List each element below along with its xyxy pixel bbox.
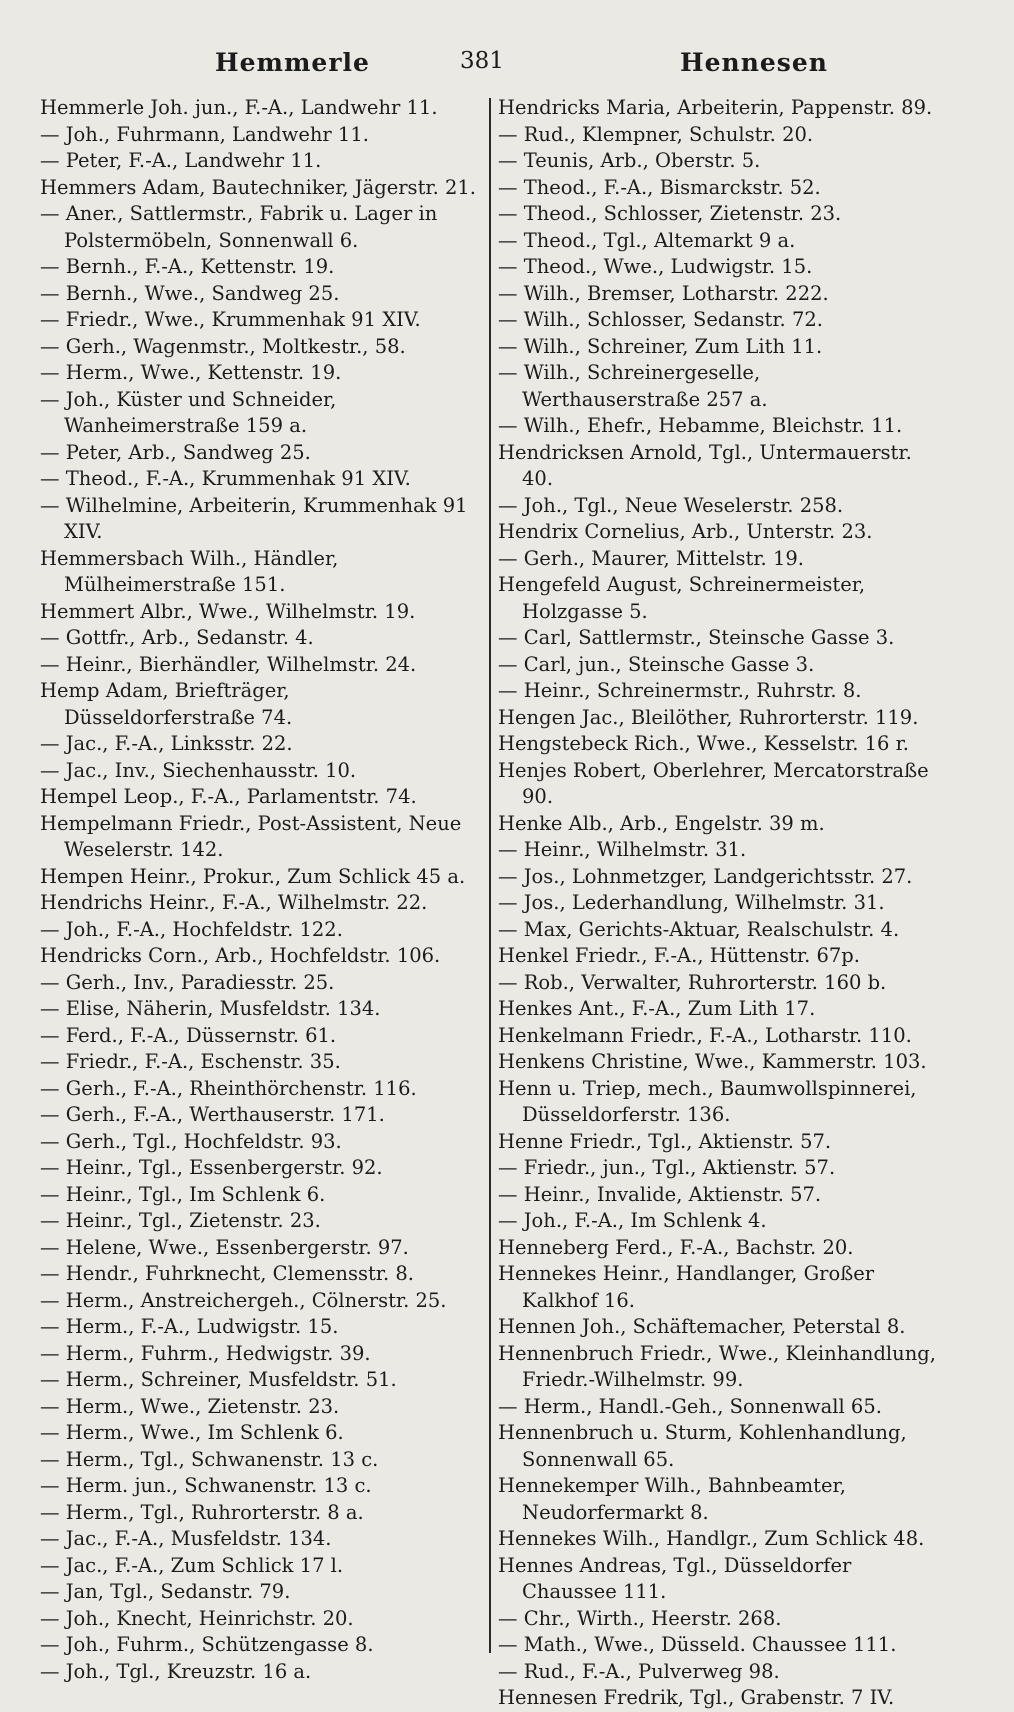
directory-entry: Hennenbruch u. Sturm, Kohlenhandlung, Sonnenwall 65. [498, 1421, 907, 1471]
directory-entry: — Chr., Wirth., Heerstr. 268. [498, 1606, 782, 1630]
directory-entry: — Joh., F.-A., Im Schlenk 4. [498, 1209, 767, 1232]
directory-entry: Henjes Robert, Oberlehrer, Mercatorstraße 90. [498, 758, 929, 808]
directory-entry: Hemp Adam, Briefträger, Düsseldorferstraße 74. [40, 679, 293, 729]
directory-entry: — Heinr., Schreinermstr., Ruhrstr. 8. [498, 679, 862, 702]
directory-entry: Hendrix Cornelius, Arb., Unterstr. 23. [498, 520, 873, 543]
directory-entry: — Wilh., Ehefr., Hebamme, Bleichstr. 11. [498, 414, 903, 437]
directory-entry: — Gerh., F.-A., Rheinthörchenstr. 116. [40, 1076, 417, 1100]
directory-entry: — Bernh., F.-A., Kettenstr. 19. [40, 255, 335, 278]
directory-entry: — Theod., Wwe., Ludwigstr. 15. [498, 255, 813, 278]
page-header [40, 40, 974, 90]
directory-entry: — Math., Wwe., Düsseld. Chaussee 111. [498, 1633, 897, 1656]
directory-entry: Henkens Christine, Wwe., Kammerstr. 103. [498, 1050, 927, 1073]
directory-entry: — Teunis, Arb., Oberstr. 5. [498, 149, 761, 172]
directory-entry: — Jac., Inv., Siechenhausstr. 10. [40, 758, 357, 782]
directory-entry: — Herm. jun., Schwanenstr. 13 c. [40, 1474, 372, 1497]
directory-entry: Henne Friedr., Tgl., Aktienstr. 57. [498, 1129, 832, 1153]
directory-entry: — Joh., Knecht, Heinrichstr. 20. [40, 1606, 354, 1630]
directory-entry: — Joh., F.-A., Hochfeldstr. 122. [40, 917, 343, 941]
directory-entry: — Herm., Handl.-Geh., Sonnenwall 65. [498, 1394, 882, 1418]
directory-entry: Hengstebeck Rich., Wwe., Kesselstr. 16 r. [498, 732, 909, 755]
directory-entry: Hemmersbach Wilh., Händler, Mülheimerstraße 151. [40, 546, 339, 596]
directory-entry: — Heinr., Bierhändler, Wilhelmstr. 24. [40, 652, 417, 676]
directory-entry: — Gerh., Tgl., Hochfeldstr. 93. [40, 1129, 342, 1153]
directory-entry: — Jan, Tgl., Sedanstr. 79. [40, 1580, 291, 1603]
directory-entry: — Rob., Verwalter, Ruhrorterstr. 160 b. [498, 970, 887, 994]
directory-entry: — Joh., Tgl., Neue Weselerstr. 258. [498, 493, 844, 517]
directory-entry: — Elise, Näherin, Musfeldstr. 134. [40, 997, 381, 1020]
columns [40, 95, 974, 1709]
header-left-title: Hemmerle [215, 48, 370, 77]
directory-entry: — Joh., Fuhrm., Schützengasse 8. [40, 1633, 374, 1656]
directory-entry: — Peter, Arb., Sandweg 25. [40, 440, 311, 464]
directory-entry: — Wilh., Schlosser, Sedanstr. 72. [498, 308, 823, 331]
left-column [40, 95, 482, 1685]
directory-entry: — Wilh., Schreiner, Zum Lith 11. [498, 334, 823, 358]
directory-entry: — Theod., Schlosser, Zietenstr. 23. [498, 202, 842, 225]
directory-entry: Hengen Jac., Bleilöther, Ruhrorterstr. 119. [498, 705, 919, 729]
directory-entry: — Jos., Lederhandlung, Wilhelmstr. 31. [498, 891, 885, 914]
directory-entry: Henkes Ant., F.-A., Zum Lith 17. [498, 997, 816, 1020]
directory-entry: — Theod., F.-A., Krummenhak 91 XIV. [40, 467, 411, 490]
directory-entry: Hennes Andreas, Tgl., Düsseldorfer Chaussee 111. [498, 1553, 852, 1603]
directory-entry: — Wilhelmine, Arbeiterin, Krummenhak 91 XIV. [40, 493, 468, 543]
directory-entry: Hennesen Fredrik, Tgl., Grabenstr. 7 IV. [498, 1686, 895, 1709]
directory-entry: Hendrichs Heinr., F.-A., Wilhelmstr. 22. [40, 891, 428, 914]
directory-entry: — Aner., Sattlermstr., Fabrik u. Lager in Polstermöbeln, Sonnenwall 6. [40, 202, 438, 252]
directory-entry: Henkel Friedr., F.-A., Hüttenstr. 67p. [498, 944, 860, 967]
directory-entry: Hempelmann Friedr., Post-Assistent, Neue Weselerstr. 142. [40, 811, 462, 861]
directory-entry: — Herm., F.-A., Ludwigstr. 15. [40, 1315, 339, 1338]
directory-entry: — Ferd., F.-A., Düssernstr. 61. [40, 1023, 337, 1047]
directory-entry: — Bernh., Wwe., Sandweg 25. [40, 281, 340, 305]
directory-entry: Hennekes Wilh., Handlgr., Zum Schlick 48. [498, 1527, 925, 1550]
directory-entry: — Gottfr., Arb., Sedanstr. 4. [40, 626, 314, 649]
directory-entry: — Rud., Klempner, Schulstr. 20. [498, 122, 814, 146]
directory-entry: — Joh., Tgl., Kreuzstr. 16 a. [40, 1659, 312, 1683]
directory-entry: Henneberg Ferd., F.-A., Bachstr. 20. [498, 1235, 854, 1259]
directory-entry: Hendricksen Arnold, Tgl., Untermauerstr. 40. [498, 440, 912, 490]
directory-entry: — Herm., Tgl., Schwanenstr. 13 c. [40, 1447, 379, 1471]
directory-entry: — Jac., F.-A., Musfeldstr. 134. [40, 1527, 332, 1550]
directory-entry: — Herm., Wwe., Im Schlenk 6. [40, 1421, 344, 1444]
directory-entry: — Heinr., Tgl., Essenbergerstr. 92. [40, 1156, 383, 1179]
directory-entry: Hennekes Heinr., Handlanger, Großer Kalkhof 16. [498, 1262, 875, 1312]
directory-entry: Hendricks Corn., Arb., Hochfeldstr. 106. [40, 944, 441, 967]
directory-entry: — Jac., F.-A., Linksstr. 22. [40, 732, 293, 755]
directory-entry: — Friedr., Wwe., Krummenhak 91 XIV. [40, 308, 421, 331]
directory-entry: Hengefeld August, Schreinermeister, Holzgasse 5. [498, 573, 866, 623]
directory-entry: — Helene, Wwe., Essenbergerstr. 97. [40, 1235, 409, 1259]
directory-entry: Henn u. Triep, mech., Baumwollspinnerei, Düsseldorferstr. 136. [498, 1076, 917, 1126]
directory-entry: — Carl, Sattlermstr., Steinsche Gasse 3. [498, 626, 895, 649]
directory-entry: — Herm., Wwe., Kettenstr. 19. [40, 361, 342, 384]
directory-entry: — Friedr., jun., Tgl., Aktienstr. 57. [498, 1156, 836, 1179]
directory-entry: Hemmerle Joh. jun., F.-A., Landwehr 11. [40, 96, 438, 119]
column-divider [489, 98, 491, 1653]
directory-entry: — Herm., Fuhrm., Hedwigstr. 39. [40, 1341, 371, 1365]
directory-entry: — Herm., Anstreichergeh., Cölnerstr. 25. [40, 1288, 447, 1312]
directory-entry: — Hendr., Fuhrknecht, Clemensstr. 8. [40, 1262, 414, 1285]
directory-entry: Henkelmann Friedr., F.-A., Lotharstr. 110. [498, 1023, 912, 1047]
directory-entry: Hemmers Adam, Bautechniker, Jägerstr. 21. [40, 175, 476, 199]
directory-entry: Hennen Joh., Schäftemacher, Peterstal 8. [498, 1315, 906, 1338]
directory-entry: — Wilh., Schreinergeselle, Werthauserstraße 257 a. [498, 361, 768, 411]
directory-entry: — Heinr., Tgl., Zietenstr. 23. [40, 1209, 321, 1232]
directory-entry: — Theod., Tgl., Altemarkt 9 a. [498, 228, 796, 252]
directory-entry: — Max, Gerichts-Aktuar, Realschulstr. 4. [498, 917, 900, 941]
directory-entry: — Heinr., Tgl., Im Schlenk 6. [40, 1182, 326, 1206]
directory-entry: Hempel Leop., F.-A., Parlamentstr. 74. [40, 785, 417, 808]
directory-entry: — Jos., Lohnmetzger, Landgerichtsstr. 27. [498, 864, 913, 888]
directory-entry: — Peter, F.-A., Landwehr 11. [40, 149, 322, 172]
directory-entry: — Carl, jun., Steinsche Gasse 3. [498, 652, 815, 676]
directory-entry: Hempen Heinr., Prokur., Zum Schlick 45 a. [40, 864, 466, 888]
directory-entry: — Gerh., Maurer, Mittelstr. 19. [498, 546, 804, 570]
header-right-title: Hennesen [680, 48, 828, 77]
directory-entry: — Joh., Küster und Schneider, Wanheimerstraße 159 a. [40, 387, 337, 437]
directory-entry: Hennekemper Wilh., Bahnbeamter, Neudorfermarkt 8. [498, 1474, 846, 1524]
directory-entry: — Heinr., Invalide, Aktienstr. 57. [498, 1182, 822, 1206]
directory-entry: — Rud., F.-A., Pulverweg 98. [498, 1659, 780, 1683]
directory-entry: Hendricks Maria, Arbeiterin, Pappenstr. 89. [498, 96, 933, 119]
directory-entry: Hennenbruch Friedr., Wwe., Kleinhandlung, Friedr.-Wilhelmstr. 99. [498, 1341, 936, 1391]
right-column [498, 95, 943, 1712]
directory-entry: — Jac., F.-A., Zum Schlick 17 l. [40, 1553, 344, 1577]
directory-entry: — Joh., Fuhrmann, Landwehr 11. [40, 122, 369, 146]
directory-entry: — Heinr., Wilhelmstr. 31. [498, 838, 747, 861]
directory-entry: — Gerh., F.-A., Werthauserstr. 171. [40, 1103, 385, 1126]
directory-entry: — Herm., Tgl., Ruhrorterstr. 8 a. [40, 1500, 364, 1524]
directory-entry: Henke Alb., Arb., Engelstr. 39 m. [498, 811, 825, 835]
directory-entry: — Gerh., Inv., Paradiesstr. 25. [40, 970, 335, 994]
directory-entry: — Herm., Schreiner, Musfeldstr. 51. [40, 1368, 397, 1391]
directory-entry: — Wilh., Bremser, Lotharstr. 222. [498, 281, 829, 305]
directory-entry: — Herm., Wwe., Zietenstr. 23. [40, 1394, 340, 1418]
directory-entry: — Theod., F.-A., Bismarckstr. 52. [498, 175, 821, 199]
page-number: 381 [460, 48, 504, 74]
directory-entry: — Gerh., Wagenmstr., Moltkestr., 58. [40, 334, 406, 358]
directory-entry: Hemmert Albr., Wwe., Wilhelmstr. 19. [40, 599, 416, 623]
directory-entry: — Friedr., F.-A., Eschenstr. 35. [40, 1050, 341, 1073]
